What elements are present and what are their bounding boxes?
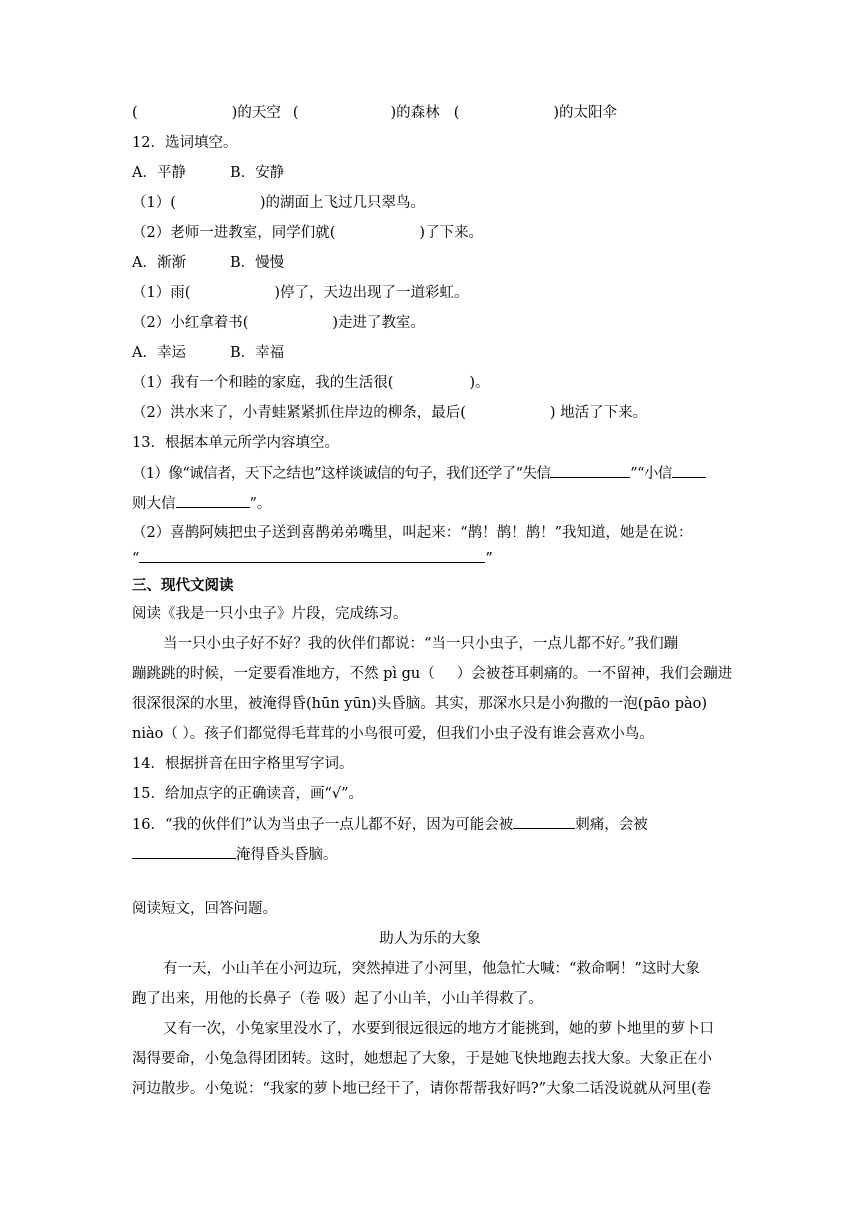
reading2-intro: 阅读短文，回答问题。 [132, 901, 277, 917]
q12-group1-options: A．平静 B．安静 [132, 165, 285, 181]
q13-sentence1-cont: 则大信 ”。 [132, 493, 271, 514]
q13-sentence1: （1）像“诚信者，天下之结也”这样谈诚信的句子，我们还学了“失信 ”“小信 [132, 463, 706, 484]
passage2-line2: 跑了出来，用他的长鼻子（卷 吸）起了小山羊，小山羊得救了。 [132, 991, 543, 1007]
passage1-line2: 蹦跳跳的时候，一定要看准地方，不然 pì gu（ ）会被苍耳刺痛的。一不留神，我们会蹦进 [132, 666, 733, 682]
q13-sentence2: （2）喜鹊阿姨把虫子送到喜鹊弟弟嘴里，叫起来：“鹊！鹊！鹊！”我知道，她是在说： [132, 525, 693, 541]
question-15: 15．给加点字的正确读音，画“√”。 [132, 786, 364, 802]
q12-g1-sentence2: （2）老师一进教室，同学们就( )了下来。 [132, 225, 484, 241]
q12-group2-options: A．渐渐 B．慢慢 [132, 255, 285, 271]
question-16: 16．“我的伙伴们”认为当虫子一点儿都不好，因为可能会被 刺痛，会被 [132, 814, 648, 835]
question-16-cont: 淹得昏头昏脑。 [132, 844, 338, 865]
question-13-title: 13．根据本单元所学内容填空。 [132, 435, 339, 451]
passage2-line4: 渴得要命，小兔急得团团转。这时，她想起了大象，于是她飞快地跑去找大象。大象正在小 [132, 1051, 712, 1067]
q12-g2-sentence1: （1）雨( )停了，天边出现了一道彩虹。 [132, 285, 469, 301]
q12-group3-options: A．幸运 B．幸福 [132, 345, 285, 361]
passage2-title: 助人为乐的大象 [379, 931, 481, 947]
q13-sentence2-answer: “ ” [132, 548, 493, 569]
passage2-line5: 河边散步。小兔说：“我家的萝卜地已经干了，请你帮帮我好吗?”大象二话没说就从河里(卷 [132, 1081, 712, 1097]
passage1-line1: 当一只小虫子好不好？我的伙伴们都说：“当一只小虫子，一点儿都不好。”我们蹦 [163, 636, 679, 652]
q12-g3-sentence1: （1）我有一个和睦的家庭，我的生活很( )。 [132, 375, 490, 391]
passage2-line1: 有一天，小山羊在小河边玩，突然掉进了小河里，他急忙大喊：“救命啊！”这时大象 [163, 961, 700, 977]
passage1-line3: 很深很深的水里，被淹得昏(hūn yūn)头昏脑。其实，那深水只是小狗撒的一泡(pāo pào) [132, 696, 708, 712]
answer-blank[interactable] [513, 814, 575, 829]
answer-blank[interactable] [176, 493, 250, 508]
passage2-line3: 又有一次，小兔家里没水了，水要到很远很远的地方才能挑到，她的萝卜地里的萝卜口 [163, 1021, 714, 1037]
q12-g3-sentence2: （2）洪水来了，小青蛙紧紧抓住岸边的柳条，最后( ) 地活了下来。 [132, 405, 648, 421]
q12-g1-sentence1: （1）( )的湖面上飞过几只翠鸟。 [132, 195, 426, 211]
q11-line: ( )的天空 ( )的森林 ( )的太阳伞 [132, 105, 618, 121]
answer-blank[interactable] [139, 548, 485, 563]
answer-blank[interactable] [132, 844, 236, 859]
q12-g2-sentence2: （2）小红拿着书( )走进了教室。 [132, 315, 426, 331]
passage1-line4: niào（ ）。孩子们都觉得毛茸茸的小鸟很可爱，但我们小虫子没有谁会喜欢小鸟。 [132, 726, 654, 742]
section-heading: 三、现代文阅读 [132, 577, 234, 594]
answer-blank[interactable] [672, 463, 706, 478]
question-14: 14．根据拼音在田字格里写字词。 [132, 756, 354, 772]
answer-blank[interactable] [550, 463, 630, 478]
question-12-title: 12．选词填空。 [132, 135, 238, 151]
reading-intro: 阅读《我是一只小虫子》片段，完成练习。 [132, 606, 408, 622]
